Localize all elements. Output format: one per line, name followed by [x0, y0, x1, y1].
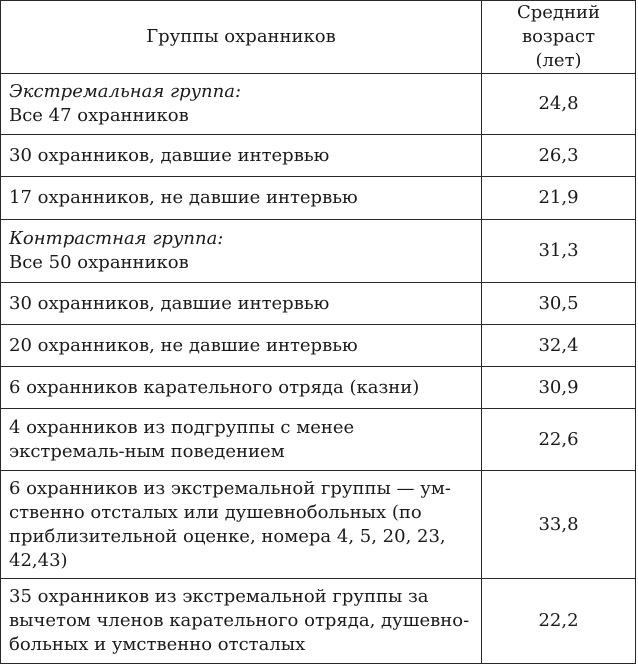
row-value: 22,2 — [482, 579, 636, 664]
row-value: 26,3 — [482, 135, 636, 177]
column-header-age-line1: Средний возраст — [516, 2, 601, 47]
table-row — [1, 283, 636, 325]
row-value: 32,4 — [482, 325, 636, 367]
group-heading: Экстремальная группа: — [9, 81, 242, 102]
row-value: 22,6 — [482, 409, 636, 471]
table-row — [1, 367, 636, 409]
row-value: 21,9 — [482, 177, 636, 220]
row-name-cell — [1, 74, 482, 135]
row-value: 24,8 — [482, 74, 636, 135]
row-value: 33,8 — [482, 471, 636, 579]
table-row — [1, 409, 636, 471]
row-value: 30,5 — [482, 283, 636, 325]
column-header-age — [482, 1, 636, 74]
row-name: Все 50 охранников — [9, 252, 189, 273]
table-row — [1, 177, 636, 220]
table-row — [1, 325, 636, 367]
row-name: 6 охранников из экстремальной группы — ум-ственно отсталых или душевнобольных (по приблизительной оценке, номера 4, 5, 20, 23, 42,43) — [1, 471, 482, 579]
row-value: 30,9 — [482, 367, 636, 409]
row-name: 30 охранников, давшие интервью — [1, 135, 482, 177]
table-row — [1, 74, 636, 135]
row-name: 4 охранников из подгруппы с менее экстремаль-ным поведением — [1, 409, 482, 471]
column-header-age-line2: (лет) — [535, 50, 582, 71]
table-header-row — [1, 1, 636, 74]
row-name: 20 охранников, не давшие интервью — [1, 325, 482, 367]
row-value: 31,3 — [482, 220, 636, 283]
column-header-groups: Группы охранников — [1, 1, 482, 74]
row-name: 35 охранников из экстремальной группы за вычетом членов карательного отряда, душевно-больных и умственно отсталых — [1, 579, 482, 664]
table-row — [1, 220, 636, 283]
row-name: 30 охранников, давшие интервью — [1, 283, 482, 325]
row-name: 6 охранников карательного отряда (казни) — [1, 367, 482, 409]
table-row — [1, 471, 636, 579]
row-name: 17 охранников, не давшие интервью — [1, 177, 482, 220]
table-row — [1, 135, 636, 177]
row-name-cell — [1, 220, 482, 283]
group-heading: Контрастная группа: — [9, 228, 224, 249]
row-name: Все 47 охранников — [9, 105, 189, 126]
table-row — [1, 579, 636, 664]
